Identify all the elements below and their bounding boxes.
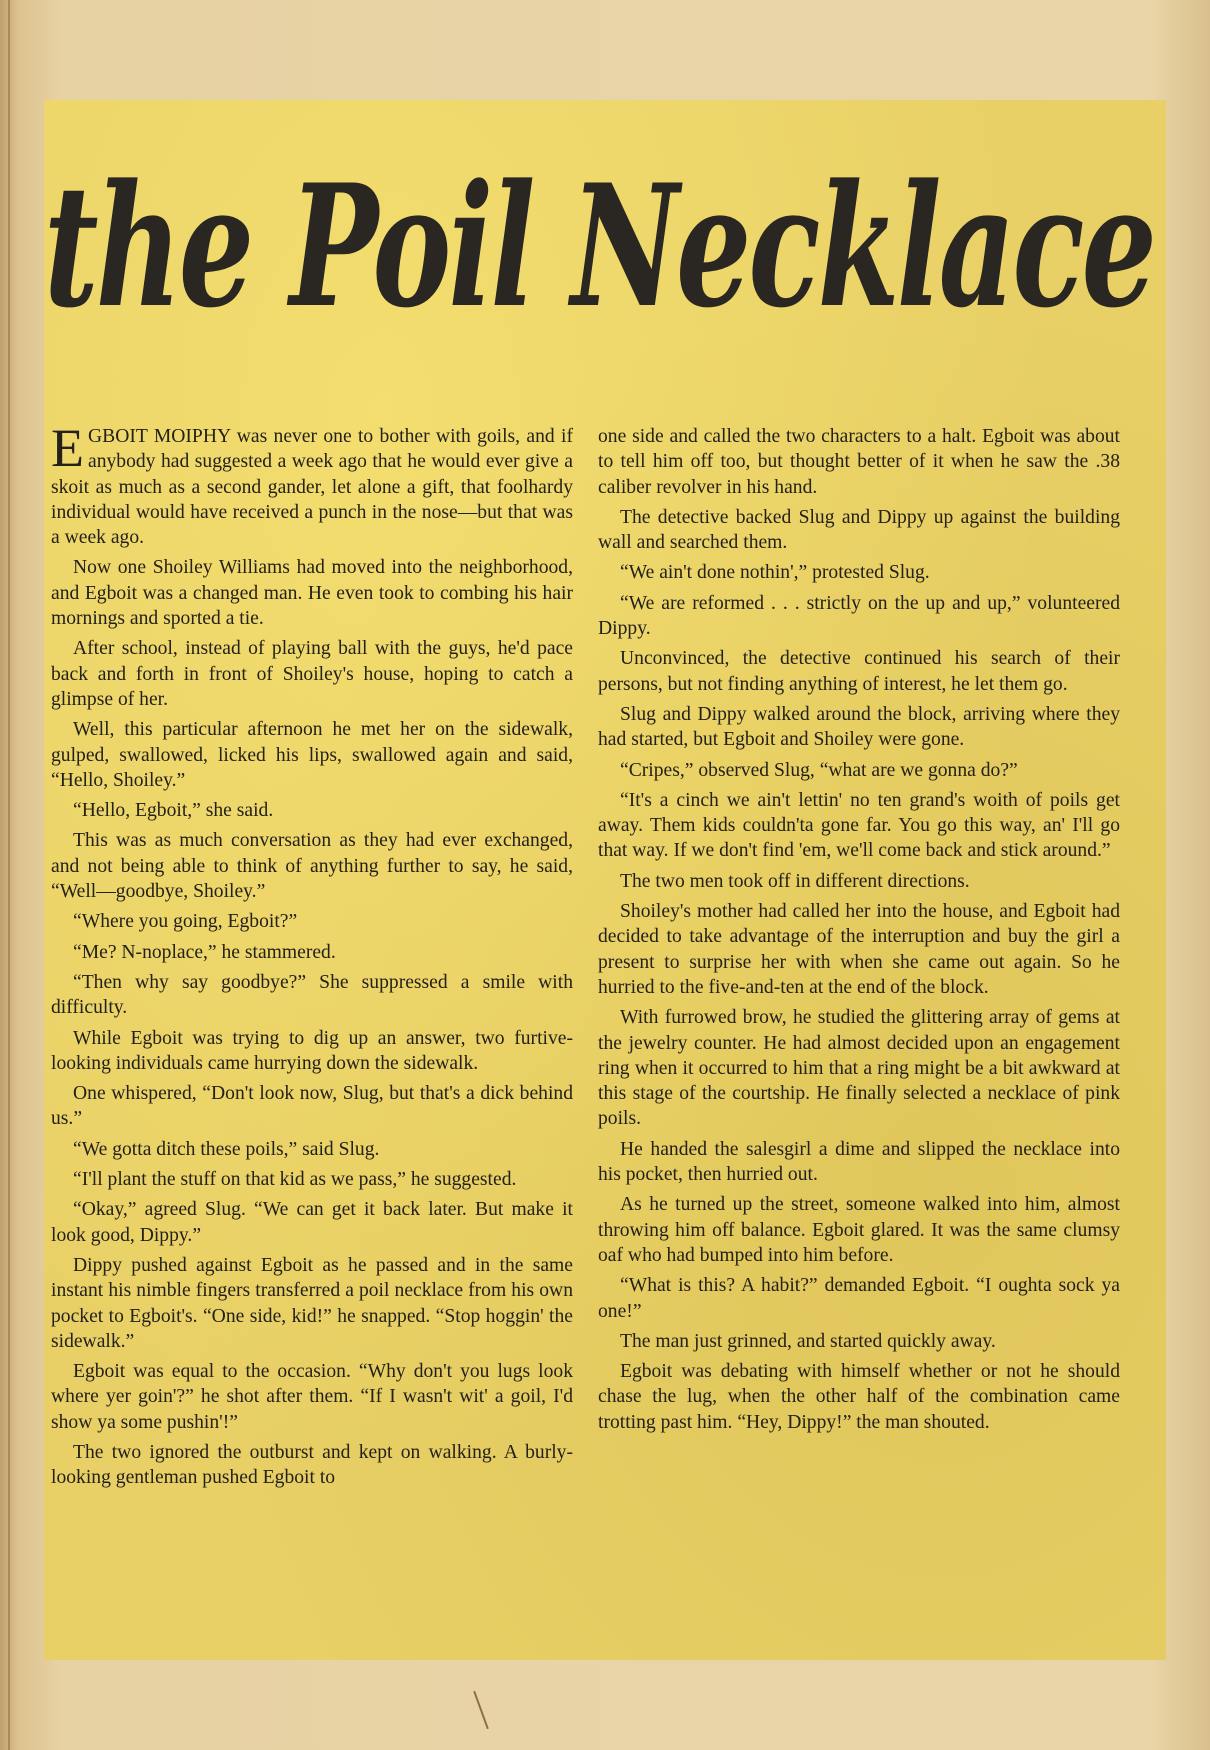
- paragraph: Egboit was equal to the occasion. “Why don't you lugs look where yer goin'?” he shot after them. “If I wasn't wit' a goil, I'd show ya some pushin'!”: [51, 1361, 573, 1433]
- paragraph: The man just grinned, and started quickly away.: [620, 1330, 996, 1352]
- paragraph: One whispered, “Don't look now, Slug, but that's a dick behind us.”: [51, 1083, 573, 1130]
- paragraph: The two ignored the outburst and kept on walking. A burly-looking gentleman pushed Egboit to: [51, 1441, 573, 1489]
- paragraph: “Then why say goodbye?” She suppressed a smile with difficulty.: [51, 971, 573, 1019]
- paragraph: “Me? N-noplace,” he stammered.: [73, 941, 336, 963]
- story-title-text: the Poil Necklace: [44, 147, 1154, 345]
- paragraph: “We gotta ditch these poils,” said Slug.: [73, 1138, 380, 1160]
- paragraph: With furrowed brow, he studied the glittering array of gems at the jewelry counter. He had almost decided upon an engagement ring when it occurred to him that a ring might be a bit awkward at this stage of the courtship. He finally selected a necklace of pink poils.: [598, 1007, 1120, 1130]
- paragraph: Well, this particular afternoon he met her on the sidewalk, gulped, swallowed, licked his lips, swallowed again and said, “Hello, Shoiley.”: [51, 719, 573, 791]
- page-spine: [8, 0, 10, 1750]
- paragraph: Slug and Dippy walked around the block, arriving where they had started, but Egboit and Shoiley were gone.: [598, 703, 1120, 751]
- paragraph: The two men took off in different directions.: [620, 870, 970, 892]
- paragraph: “Cripes,” observed Slug, “what are we gonna do?”: [620, 759, 1018, 781]
- paragraph: “We are reformed . . . strictly on the up and up,” volunteered Dippy.: [598, 592, 1120, 640]
- paragraph: Shoiley's mother had called her into the house, and Egboit had decided to take advantage of the interruption and buy the girl a present to surprise her with when she came out again. So he hurried to the five-and-ten at the end of the block.: [598, 901, 1120, 998]
- story-title: [44, 90, 1166, 390]
- story-title-lettering: [44, 90, 1166, 390]
- drop-cap: E: [51, 418, 84, 478]
- paragraph: He handed the salesgirl a dime and slipped the necklace into his pocket, then hurried out.: [598, 1138, 1120, 1186]
- story-column-right: [598, 424, 1120, 1440]
- paragraph: Unconvinced, the detective continued his search of their persons, but not finding anything of interest, he let them go.: [598, 648, 1120, 695]
- paragraph: one side and called the two characters to a halt. Egboit was about to tell him off too, but thought better of it when he saw the .38 caliber revolver in his hand.: [598, 426, 1120, 498]
- paragraph: After school, instead of playing ball with the guys, he'd pace back and forth in front of Shoiley's house, hoping to catch a glimpse of her.: [51, 638, 573, 710]
- paragraph: “I'll plant the stuff on that kid as we pass,” he suggested.: [73, 1169, 517, 1191]
- story-column-left: [51, 418, 573, 1496]
- paragraph: “Where you going, Egboit?”: [73, 911, 298, 933]
- paragraph: “Okay,” agreed Slug. “We can get it back later. But make it look good, Dippy.”: [51, 1199, 573, 1246]
- paragraph: Now one Shoiley Williams had moved into the neighborhood, and Egboit was a changed man. He even took to combing his hair mornings and sported a tie.: [51, 557, 573, 630]
- paragraph: This was as much conversation as they had ever exchanged, and not being able to think of anything further to say, he said, “Well—goodbye, Shoiley.”: [51, 830, 573, 903]
- paragraph: “What is this? A habit?” demanded Egboit. “I oughta sock ya one!”: [598, 1275, 1120, 1322]
- paragraph: “Hello, Egboit,” she said.: [73, 800, 274, 822]
- paragraph: Dippy pushed against Egboit as he passed and in the same instant his nimble fingers transferred a poil necklace from his own pocket to Egboit's. “One side, kid!” he snapped. “Stop hoggin' the sidewalk.”: [51, 1254, 573, 1352]
- paragraph: As he turned up the street, someone walked into him, almost throwing him off balance. Egboit glared. It was the same clumsy oaf who had bumped into him before.: [598, 1194, 1120, 1266]
- paragraph-text: GBOIT MOIPHY was never one to bother with goils, and if anybody had suggested a week ago that he would ever give a skoit as much as a second gander, let alone a gift, that foolhardy individual would have received a punch in the nose—but that was a week ago.: [51, 426, 573, 549]
- paragraph: “We ain't done nothin',” protested Slug.: [620, 562, 930, 584]
- paragraph: “It's a cinch we ain't lettin' no ten grand's woith of poils get away. Them kids couldn'ta gone far. You go this way, an' I'll go that way. If we don't find 'em, we'll come back and stick around.”: [598, 789, 1120, 862]
- paragraph-0: [51, 418, 573, 550]
- paragraph: Egboit was debating with himself whether or not he should chase the lug, when the other half of the combination came trotting past him. “Hey, Dippy!” the man shouted.: [598, 1361, 1120, 1433]
- paragraph: While Egboit was trying to dig up an answer, two furtive-looking individuals came hurrying down the sidewalk.: [51, 1027, 573, 1074]
- paragraph: The detective backed Slug and Dippy up against the building wall and searched them.: [598, 506, 1120, 554]
